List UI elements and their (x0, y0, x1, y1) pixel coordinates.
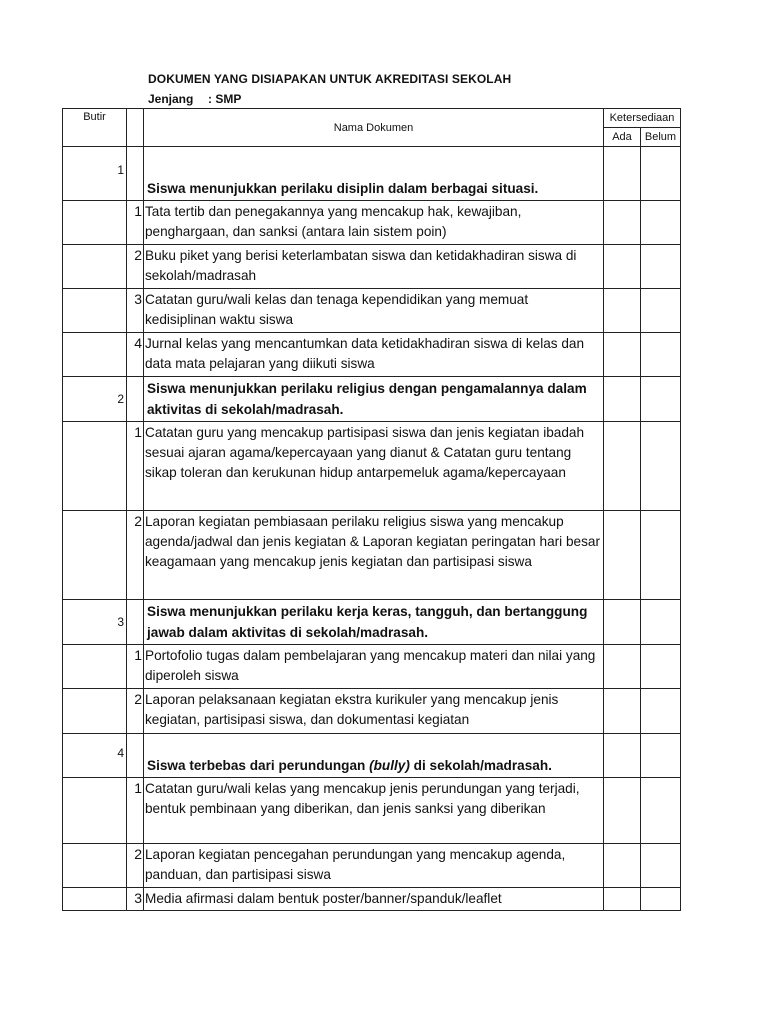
document-name: Catatan guru/wali kelas yang mencakup jenis perundungan yang terjadi, bentuk pembinaan yang diberikan, dan jenis sanksi yang diberikan (144, 778, 604, 844)
document-row (63, 511, 681, 600)
column-header-availability: Ketersediaan (604, 109, 681, 128)
ada-checkbox-cell[interactable] (604, 511, 641, 600)
item-number: 1 (127, 645, 144, 689)
belum-checkbox-cell[interactable] (641, 689, 681, 734)
document-name: Laporan pelaksanaan kegiatan ekstra kurikuler yang mencakup jenis kegiatan, partisipasi siswa, dan dokumentasi kegiatan (144, 689, 604, 734)
ada-checkbox-cell[interactable] (604, 645, 641, 689)
document-name: Catatan guru/wali kelas dan tenaga kependidikan yang memuat kedisiplinan waktu siswa (144, 289, 604, 333)
education-level (148, 92, 241, 106)
education-level-label: Jenjang (148, 92, 194, 106)
ada-checkbox-cell[interactable] (604, 888, 641, 911)
item-number: 4 (127, 333, 144, 377)
document-row (63, 201, 681, 245)
criterion-number: 4 (63, 734, 127, 778)
document-name: Buku piket yang berisi keterlambatan siswa dan ketidakhadiran siswa di sekolah/madrasah (144, 245, 604, 289)
ada-checkbox-cell[interactable] (604, 289, 641, 333)
document-row (63, 645, 681, 689)
item-number: 2 (127, 844, 144, 888)
column-header-ada: Ada (604, 128, 641, 147)
belum-checkbox-cell[interactable] (641, 600, 681, 645)
ada-checkbox-cell[interactable] (604, 844, 641, 888)
column-header-belum: Belum (641, 128, 681, 147)
column-header-document-name: Nama Dokumen (144, 109, 604, 147)
item-number: 1 (127, 778, 144, 844)
document-checklist-table (62, 108, 681, 911)
ada-checkbox-cell[interactable] (604, 422, 641, 511)
belum-checkbox-cell[interactable] (641, 844, 681, 888)
criterion-text-start: Siswa terbebas dari perundungan (147, 758, 370, 773)
belum-checkbox-cell[interactable] (641, 422, 681, 511)
belum-checkbox-cell[interactable] (641, 377, 681, 422)
belum-checkbox-cell[interactable] (641, 734, 681, 778)
ada-checkbox-cell[interactable] (604, 734, 641, 778)
education-level-value: : SMP (208, 92, 242, 106)
criterion-text: Siswa menunjukkan perilaku disiplin dalam berbagai situasi. (144, 147, 604, 201)
belum-checkbox-cell[interactable] (641, 289, 681, 333)
ada-checkbox-cell[interactable] (604, 147, 641, 201)
document-name: Media afirmasi dalam bentuk poster/banner/spanduk/leaflet (144, 888, 604, 911)
item-number: 2 (127, 689, 144, 734)
criterion-number: 2 (63, 377, 127, 422)
item-number: 3 (127, 289, 144, 333)
document-name: Portofolio tugas dalam pembelajaran yang mencakup materi dan nilai yang diperoleh siswa (144, 645, 604, 689)
document-name: Tata tertib dan penegakannya yang mencakup hak, kewajiban, penghargaan, dan sanksi (antara lain sistem poin) (144, 201, 604, 245)
document-row (63, 333, 681, 377)
belum-checkbox-cell[interactable] (641, 778, 681, 844)
column-header-butir: Butir (63, 109, 127, 147)
item-number: 1 (127, 422, 144, 511)
criterion-row (63, 377, 681, 422)
document-row (63, 422, 681, 511)
item-number: 2 (127, 245, 144, 289)
criterion-number: 3 (63, 600, 127, 645)
criterion-row (63, 600, 681, 645)
criterion-text: Siswa menunjukkan perilaku kerja keras, tangguh, dan bertanggung jawab dalam aktivitas di sekolah/madrasah. (144, 600, 604, 645)
criterion-text-emphasis: (bully) (369, 758, 410, 773)
criterion-row (63, 734, 681, 778)
document-name: Catatan guru yang mencakup partisipasi siswa dan jenis kegiatan ibadah sesuai ajaran agama/kepercayaan yang dianut & Catatan guru tentang sikap toleran dan kerukunan hidup antarpemeluk agama/kepercayaan (144, 422, 604, 511)
belum-checkbox-cell[interactable] (641, 147, 681, 201)
document-row (63, 245, 681, 289)
document-title: DOKUMEN YANG DISIAPAKAN UNTUK AKREDITASI SEKOLAH (148, 72, 512, 86)
ada-checkbox-cell[interactable] (604, 245, 641, 289)
criterion-text (144, 734, 604, 778)
criterion-number: 1 (63, 147, 127, 201)
belum-checkbox-cell[interactable] (641, 201, 681, 245)
document-row (63, 689, 681, 734)
ada-checkbox-cell[interactable] (604, 600, 641, 645)
belum-checkbox-cell[interactable] (641, 333, 681, 377)
document-row (63, 844, 681, 888)
column-header-subnumber (127, 109, 144, 147)
item-number: 3 (127, 888, 144, 911)
belum-checkbox-cell[interactable] (641, 511, 681, 600)
document-row (63, 888, 681, 911)
document-row (63, 289, 681, 333)
belum-checkbox-cell[interactable] (641, 888, 681, 911)
ada-checkbox-cell[interactable] (604, 689, 641, 734)
document-row (63, 778, 681, 844)
ada-checkbox-cell[interactable] (604, 377, 641, 422)
ada-checkbox-cell[interactable] (604, 333, 641, 377)
belum-checkbox-cell[interactable] (641, 245, 681, 289)
criterion-row (63, 147, 681, 201)
ada-checkbox-cell[interactable] (604, 778, 641, 844)
ada-checkbox-cell[interactable] (604, 201, 641, 245)
belum-checkbox-cell[interactable] (641, 645, 681, 689)
document-name: Jurnal kelas yang mencantumkan data ketidakhadiran siswa di kelas dan data mata pelajaran yang diikuti siswa (144, 333, 604, 377)
criterion-text: Siswa menunjukkan perilaku religius dengan pengamalannya dalam aktivitas di sekolah/madrasah. (144, 377, 604, 422)
document-name: Laporan kegiatan pembiasaan perilaku religius siswa yang mencakup agenda/jadwal dan jenis kegiatan & Laporan kegiatan peringatan hari besar keagamaan yang mencakup jenis kegiatan dan partisipasi siswa (144, 511, 604, 600)
item-number: 2 (127, 511, 144, 600)
criterion-text-end: di sekolah/madrasah. (409, 758, 552, 773)
item-number: 1 (127, 201, 144, 245)
document-name: Laporan kegiatan pencegahan perundungan yang mencakup agenda, panduan, dan partisipasi siswa (144, 844, 604, 888)
